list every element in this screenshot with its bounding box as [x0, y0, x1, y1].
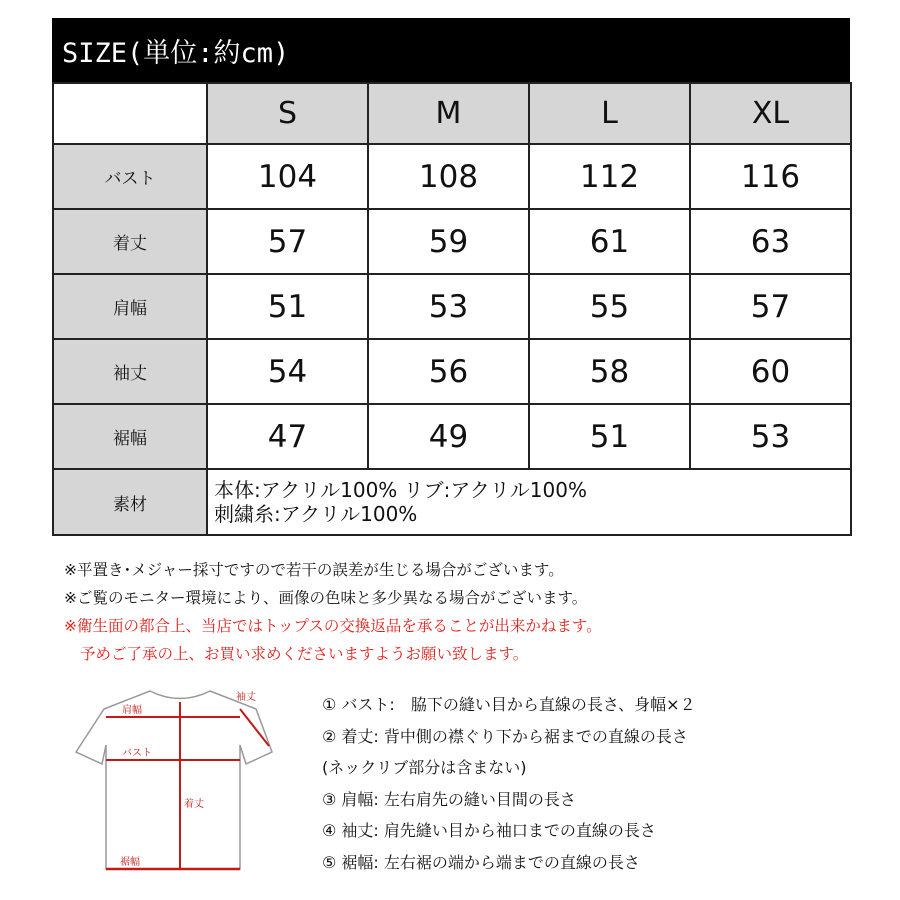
note-warning: 予めご了承の上、お買い求めくださいますようお願い致します。	[80, 645, 529, 663]
note-line: ※ご覧のモニター環境により、画像の色味と多少異なる場合がございます。	[64, 589, 588, 607]
table-cell: 60	[690, 339, 851, 404]
measure-item: ② 着丈: 背中側の襟ぐり下から裾までの直線の長さ	[322, 726, 688, 746]
table-cell: 112	[529, 144, 690, 209]
sleeve-label: 袖丈	[236, 692, 256, 703]
table-cell: 55	[529, 274, 690, 339]
measure-item: ① バスト: 脇下の縫い目から直線の長さ、身幅×２	[322, 695, 696, 714]
size-col-s: S	[207, 83, 368, 144]
table-cell: 108	[368, 144, 529, 209]
row-label: 裾幅	[53, 404, 207, 469]
material-line: 刺繍糸:アクリル100%	[214, 502, 418, 526]
material-line: 本体:アクリル100% リブ:アクリル100%	[214, 478, 587, 502]
table-row-bust	[53, 144, 851, 209]
table-row-shoulder	[53, 274, 851, 339]
table-cell: 57	[207, 209, 368, 274]
size-col-m: M	[368, 83, 529, 144]
size-chart-title	[52, 18, 850, 82]
measure-item: ④ 袖丈: 肩先縫い目から袖口までの直線の長さ	[322, 821, 656, 840]
table-cell: 51	[529, 404, 690, 469]
table-cell: 59	[368, 209, 529, 274]
material-value	[207, 469, 851, 535]
tshirt-illustration	[62, 682, 292, 882]
table-cell: 54	[207, 339, 368, 404]
note-warning: ※衛生面の都合上、当店ではトップスの交換返品を承ることが出来かねます。	[64, 617, 602, 635]
length-label: 着丈	[184, 799, 204, 810]
table-cell: 56	[368, 339, 529, 404]
measure-item: ③ 肩幅: 左右肩先の縫い目間の長さ	[322, 789, 576, 809]
bust-label: バスト	[122, 748, 152, 759]
note-line: ※平置き･メジャー採寸ですので若干の誤差が生じる場合がございます。	[64, 561, 564, 579]
table-row-material	[53, 469, 851, 535]
table-cell: 116	[690, 144, 851, 209]
size-col-l: L	[529, 83, 690, 144]
measurement-guide	[322, 689, 696, 878]
title-text: SIZE(単位:約cm)	[62, 37, 290, 69]
corner-cell	[53, 83, 207, 144]
table-cell: 47	[207, 404, 368, 469]
table-cell: 104	[207, 144, 368, 209]
row-label: バスト	[53, 144, 207, 209]
measure-item: ⑤ 裾幅: 左右裾の端から端までの直線の長さ	[322, 852, 640, 872]
table-cell: 51	[207, 274, 368, 339]
hem-label: 裾幅	[120, 857, 140, 868]
size-table	[52, 82, 852, 536]
table-cell: 53	[368, 274, 529, 339]
table-row-length	[53, 209, 851, 274]
row-label: 素材	[53, 469, 207, 535]
measure-item: (ネックリブ部分は含まない)	[322, 758, 527, 777]
size-col-xl: XL	[690, 83, 851, 144]
table-cell: 63	[690, 209, 851, 274]
size-header-row	[53, 83, 851, 144]
table-row-sleeve	[53, 339, 851, 404]
notes	[64, 556, 602, 668]
table-cell: 58	[529, 339, 690, 404]
table-cell: 61	[529, 209, 690, 274]
table-cell: 53	[690, 404, 851, 469]
row-label: 袖丈	[53, 339, 207, 404]
row-label: 着丈	[53, 209, 207, 274]
table-cell: 57	[690, 274, 851, 339]
shoulder-label: 肩幅	[122, 705, 142, 716]
row-label: 肩幅	[53, 274, 207, 339]
table-cell: 49	[368, 404, 529, 469]
tshirt-diagram	[62, 682, 292, 882]
table-row-hem	[53, 404, 851, 469]
